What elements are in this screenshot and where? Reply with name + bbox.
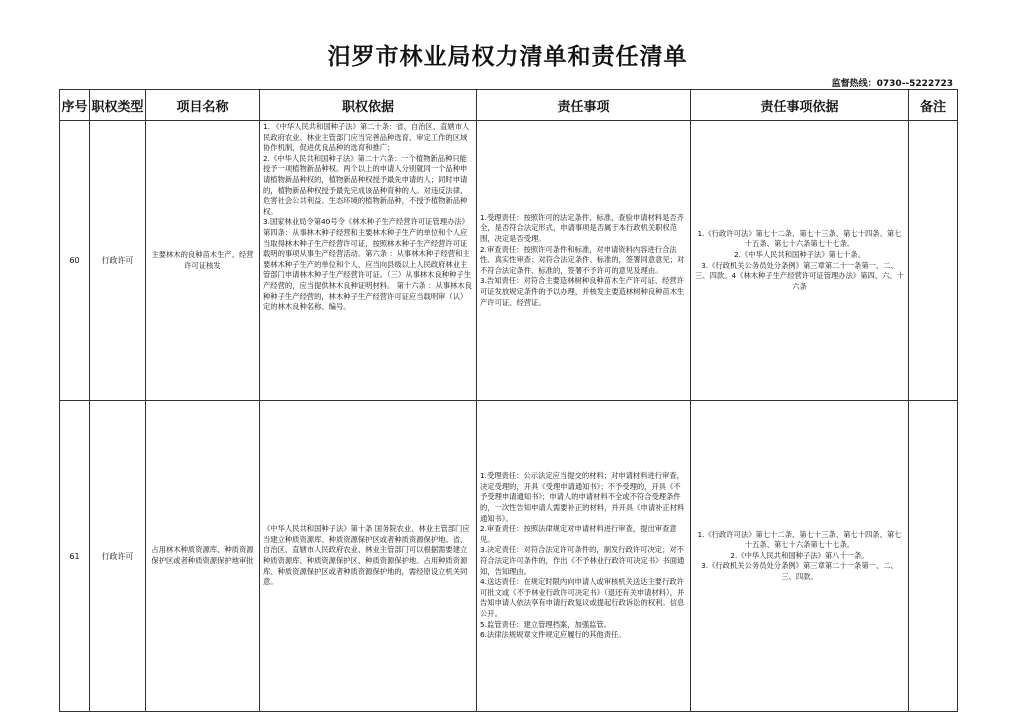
basis-paragraph: 2.《中华人民共和国种子法》第二十六条：一个植物新品种只能授予一项植物新品种权。两个以上的申请人分别就同一个品种申请植物新品种权的，植物新品种权授予最先申请的人；同时申请的，植物新品种权授予最先完成该品种育种的人。对违反法律，危害社会公共利益、生态环境的植物新品种，不授予植物新品种权。 (263, 153, 468, 216)
header-basis: 职权依据 (260, 90, 477, 121)
duty-basis-paragraph: 3.《行政机关公务员处分条例》第三章第二十一条第一、二、三、四款。 (701, 561, 898, 581)
header-duties-basis: 责任事项依据 (691, 90, 909, 121)
duty-paragraph: 3.告知责任：对符合主要造林树种良种苗木生产许可证、经营许可证发放规定条件的予以办理，并核发主要造林树种良种苗木生产许可证、经营证。 (480, 276, 685, 307)
cell-name: 主要林木的良种苗木生产、经营许可证核发 (146, 121, 260, 401)
duty-basis-paragraph: 1.《行政许可法》第七十二条、第七十三条、第七十四条、第七十五条、第七十六条第七十七条。 (697, 529, 902, 550)
basis-paragraph: 1. 《中华人民共和国种子法》第二十条：省、自治区、直辖市人民政府农业、林业主管部门应当完善品种选育、审定工作的区域协作机制，促进优良品种的选育和推广； (263, 122, 470, 153)
duty-basis-paragraph: 2.《中华人民共和国种子法》第七十条。 (733, 249, 865, 259)
cell-remarks (909, 121, 958, 401)
cell-duties (477, 401, 691, 712)
cell-remarks (909, 401, 958, 712)
cell-type: 行政许可 (90, 401, 146, 712)
duty-paragraph: 2.审查责任：按照法律规定对申请材料进行审查，提出审查意见。 (480, 524, 677, 544)
duty-paragraph: 5.监管责任：建立管理档案，加强监管。 (480, 619, 612, 629)
cell-duties-basis (691, 401, 909, 712)
basis-paragraph: 《中华人民共和国种子法》第十条 国务院农业、林业主管部门应当建立种质资源库、种质资源保护区或者种质资源保护地。省、自治区、直辖市人民政府农业、林业主管部门可以根据需要建立种质资源库、种质资源保护区、种质资源保护地。占用种质资源库、种质资源保护区或者种质资源保护地的，需经原设立机关同意。 (263, 524, 470, 587)
duty-paragraph: 1.受理责任：公示法定应当提交的材料；对申请材料进行审查，决定受理的，开具《受理申请通知书》；不予受理的，开具《不予受理申请通知书》；申请人的申请材料不全或不符合受理条件的，一次性告知申请人需要补正的材料，并开具《申请补正材料通知书》。 (480, 471, 685, 523)
cell-basis (260, 121, 477, 401)
basis-paragraph: 3.国家林业局令第40号令《林木种子生产经营许可证管理办法》第四条：从事林木种子经营和主要林木种子生产的单位和个人应当取得林木种子生产经营许可证，按照林木种子生产经营许可证载明的事项从事生产经营活动。第六条 ：从事林木种子经营和主要林木种子生产的单位和个人，应当向县级以上人民政府林业主管部门申请林木种子生产经营许可证。（三）从事林木良种种子生产经营的，应当提供林木良种证明材料。 第十六条 ：从事林木良种种子生产经营的，林木种子生产经营许可证应当载明审（认）定的林木良种名称、编号。 (263, 217, 472, 312)
header-type: 职权类型 (90, 90, 146, 121)
cell-seq: 61 (60, 401, 90, 712)
cell-basis (260, 401, 477, 712)
header-seq: 序号 (60, 90, 90, 121)
header-name: 项目名称 (146, 90, 260, 121)
table-row (60, 401, 958, 712)
cell-duties (477, 121, 691, 401)
duty-basis-paragraph: 2.《中华人民共和国种子法》第八十一条。 (730, 550, 869, 560)
duty-paragraph: 1.受理责任：按照许可的法定条件、标准，查验申请材料是否齐全，是否符合法定形式，申请事项是否属于本行政机关职权范围，决定是否受理。 (480, 212, 684, 244)
duty-paragraph: 4.送达责任：在规定时限内向申请人或审核机关送达主要行政许可批文或《不予林业行政许可决定书》（退还有关申请材料），并告知申请人依法享有申请行政复议或提起行政诉讼的权利。信息公开。 (480, 577, 685, 618)
duty-basis-paragraph: 3.《行政机关公务员处分条例》第三章第二十一条第一、二、三、四款。4《林木种子生产经营许可证管理办法》第四、六、十六条 (695, 260, 904, 291)
duty-basis-paragraph: 1.《行政许可法》第七十二条、第七十三条、第七十四条、第七十五条、第七十六条第七十七条。 (697, 228, 902, 249)
document-title: 汨罗市林业局权力清单和责任清单 (327, 44, 688, 70)
power-responsibility-table (59, 89, 958, 712)
cell-seq: 60 (60, 121, 90, 401)
duty-paragraph: 3.决定责任：对符合法定许可条件的，制发行政许可决定；对不符合法定许可条件的，作出《不予林业行政许可决定书》书面通知，告知理由。 (480, 545, 685, 576)
duty-paragraph: 6.法律法规规章文件规定应履行的其他责任。 (480, 630, 626, 640)
header-remarks: 备注 (909, 90, 958, 121)
supervision-hotline: 监督热线：0730--5222723 (831, 79, 953, 89)
table-header-row (60, 90, 958, 121)
duty-paragraph: 2.审查责任：按照许可条件和标准，对申请资料内容进行合法性、真实性审查；对符合法定条件、标准的，签署同意意见；对不符合法定条件、标准的，签署不予许可的意见及理由。 (480, 244, 685, 275)
cell-name: 占用林木种质资源库、种质资源保护区或者种质资源保护地审批 (146, 401, 260, 712)
cell-type: 行政许可 (90, 121, 146, 401)
table-row (60, 121, 958, 401)
header-duties: 责任事项 (477, 90, 691, 121)
cell-duties-basis (691, 121, 909, 401)
